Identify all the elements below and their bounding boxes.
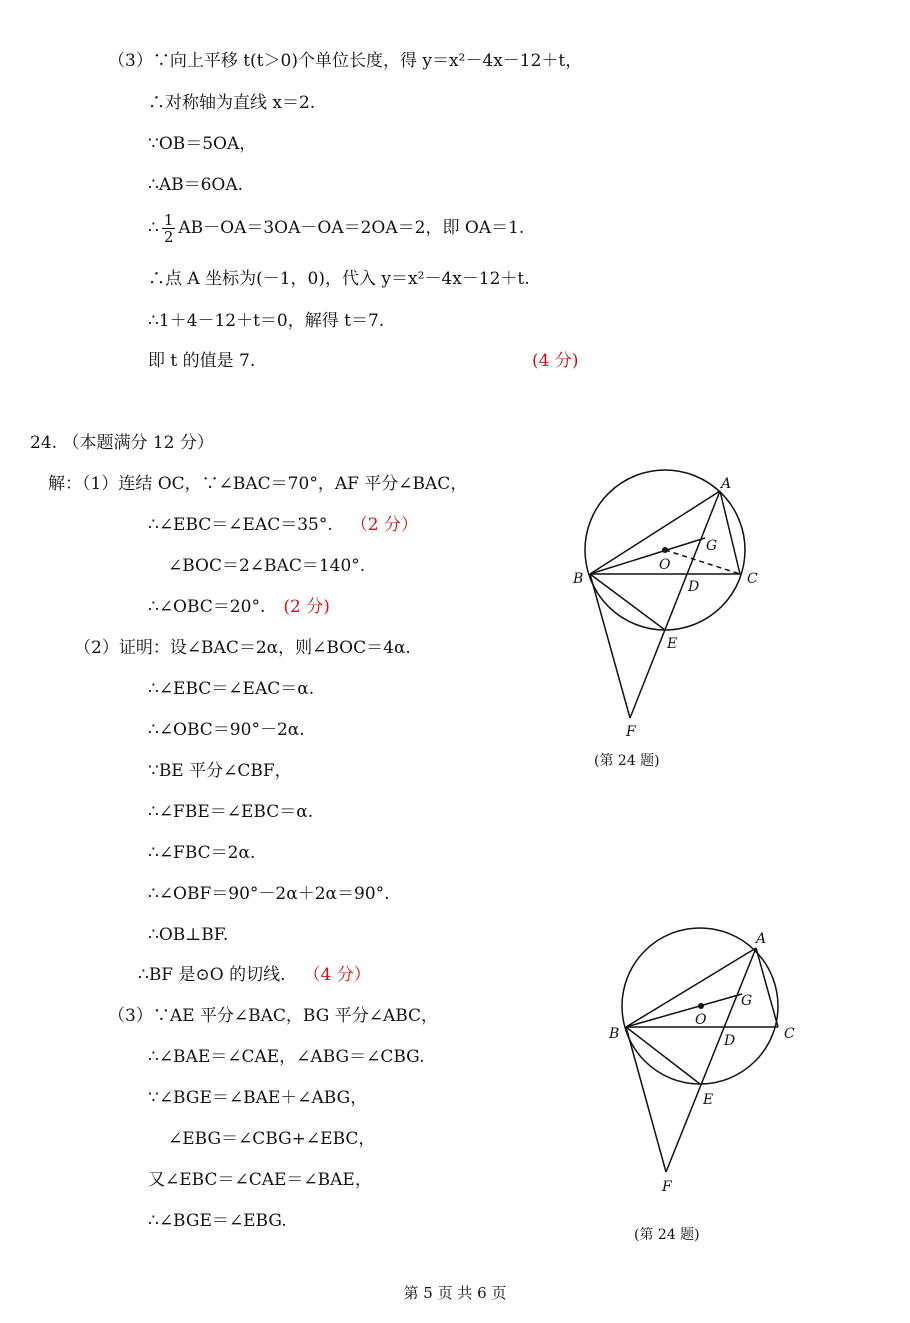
label-e: E: [703, 1092, 714, 1108]
label-a: A: [721, 476, 732, 492]
figure2-caption: (第 24 题): [634, 1227, 700, 1243]
prev-score: (4 分): [532, 351, 579, 371]
label-d: D: [688, 579, 700, 595]
segment-af: [630, 491, 720, 718]
q24-s3-line6: ∴∠BGE＝∠EBG.: [148, 1211, 287, 1231]
q24-s2-line1: （2）证明：设∠BAC＝2α，则∠BOC＝4α.: [74, 638, 411, 658]
label-o: O: [695, 1012, 707, 1028]
prev-step-7: ∴1＋4－12＋t＝0，解得 t＝7.: [148, 311, 385, 331]
q24-s1-line2: [148, 514, 418, 536]
q24-s2-line5: ∴∠FBE＝∠EBC＝α.: [148, 802, 314, 822]
page-number-footer: 第 5 页 共 6 页: [403, 1284, 507, 1302]
q24-s1-line3: ∠BOC＝2∠BAC＝140°.: [168, 556, 366, 576]
segment-ba: [626, 948, 756, 1027]
label-g: G: [706, 538, 718, 554]
segment-bf: [626, 1027, 666, 1172]
segment-oc-dashed: [665, 550, 740, 574]
fraction-one-half: [162, 212, 176, 245]
q24-s2-line4: ∵BE 平分∠CBF，: [148, 761, 292, 781]
label-f: F: [626, 724, 636, 740]
prev-step-4: ∴AB＝6OA.: [148, 175, 244, 195]
fraction-numerator: 1: [163, 211, 174, 229]
q24-s2-line8: ∴OB⊥BF.: [148, 925, 229, 945]
figure1-caption: (第 24 题): [594, 753, 660, 769]
prev-step-3: ∵OB＝5OA，: [148, 134, 257, 154]
prev-step-2: ∴对称轴为直线 x＝2.: [148, 93, 316, 113]
q24-s1-score2: (2 分): [283, 597, 330, 617]
label-a: A: [756, 931, 767, 947]
label-o: O: [659, 557, 671, 573]
label-c: C: [784, 1026, 795, 1042]
label-b: B: [609, 1026, 620, 1042]
prev-step-6: ∴点 A 坐标为(－1，0)，代入 y＝x²－4x－12＋t.: [148, 269, 530, 289]
q24-s1-line1: 解：（1）连结 OC，∵∠BAC＝70°，AF 平分∠BAC，: [48, 474, 468, 494]
segment-bg: [590, 538, 705, 574]
label-b: B: [573, 571, 584, 587]
q24-s2-score: （4 分）: [303, 965, 371, 985]
prev-step-5-text: AB－OA＝3OA－OA＝2OA＝2，即 OA＝1.: [178, 218, 525, 238]
q24-s1-line4-text: ∴∠OBC＝20°.: [148, 597, 266, 617]
segment-bg: [626, 994, 742, 1027]
q24-s1-line2-text: ∴∠EBC＝∠EAC＝35°.: [148, 515, 333, 535]
q24-s1-line4: [148, 596, 330, 618]
q24-s2-line7: ∴∠OBF＝90°－2α＋2α＝90°.: [148, 884, 390, 904]
therefore-symbol: ∴: [148, 218, 159, 238]
center-point-o: [698, 1003, 704, 1009]
label-f: F: [662, 1179, 672, 1195]
prev-step-8: 即 t 的值是 7.: [148, 351, 256, 371]
label-e: E: [667, 636, 678, 652]
center-point-o: [662, 547, 668, 553]
geometry-figure-1: [560, 460, 780, 750]
label-d: D: [724, 1033, 736, 1049]
label-c: C: [747, 571, 758, 587]
q24-s2-line9: [138, 964, 371, 986]
q24-s3-line2: ∴∠BAE＝∠CAE，∠ABG＝∠CBG.: [148, 1047, 425, 1067]
label-g: G: [741, 993, 753, 1009]
geometry-figure-2: [600, 925, 810, 1200]
segment-af: [666, 948, 756, 1172]
prev-step-5: [148, 208, 524, 248]
q24-heading: 24. （本题满分 12 分）: [30, 433, 214, 453]
segment-be: [590, 574, 665, 630]
fraction-denominator: 2: [163, 228, 174, 246]
q24-s2-line3: ∴∠OBC＝90°－2α.: [148, 720, 305, 740]
q24-s3-line1: （3）∵AE 平分∠BAC，BG 平分∠ABC，: [108, 1006, 439, 1026]
q24-s1-score1: （2 分）: [350, 515, 418, 535]
segment-ac: [756, 948, 778, 1027]
q24-s3-line3: ∵∠BGE＝∠BAE＋∠ABG，: [148, 1088, 368, 1108]
prev-step-1: （3）∵向上平移 t(t＞0)个单位长度，得 y＝x²－4x－12＋t，: [108, 51, 583, 71]
q24-s2-line9-text: ∴BF 是⊙O 的切线.: [138, 965, 286, 985]
q24-s3-line5: 又∠EBC＝∠CAE＝∠BAE，: [148, 1170, 372, 1190]
q24-s2-line6: ∴∠FBC＝2α.: [148, 843, 256, 863]
segment-bf: [590, 574, 630, 718]
q24-s2-line2: ∴∠EBC＝∠EAC＝α.: [148, 679, 315, 699]
q24-s3-line4: ∠EBG＝∠CBG+∠EBC，: [168, 1129, 376, 1149]
